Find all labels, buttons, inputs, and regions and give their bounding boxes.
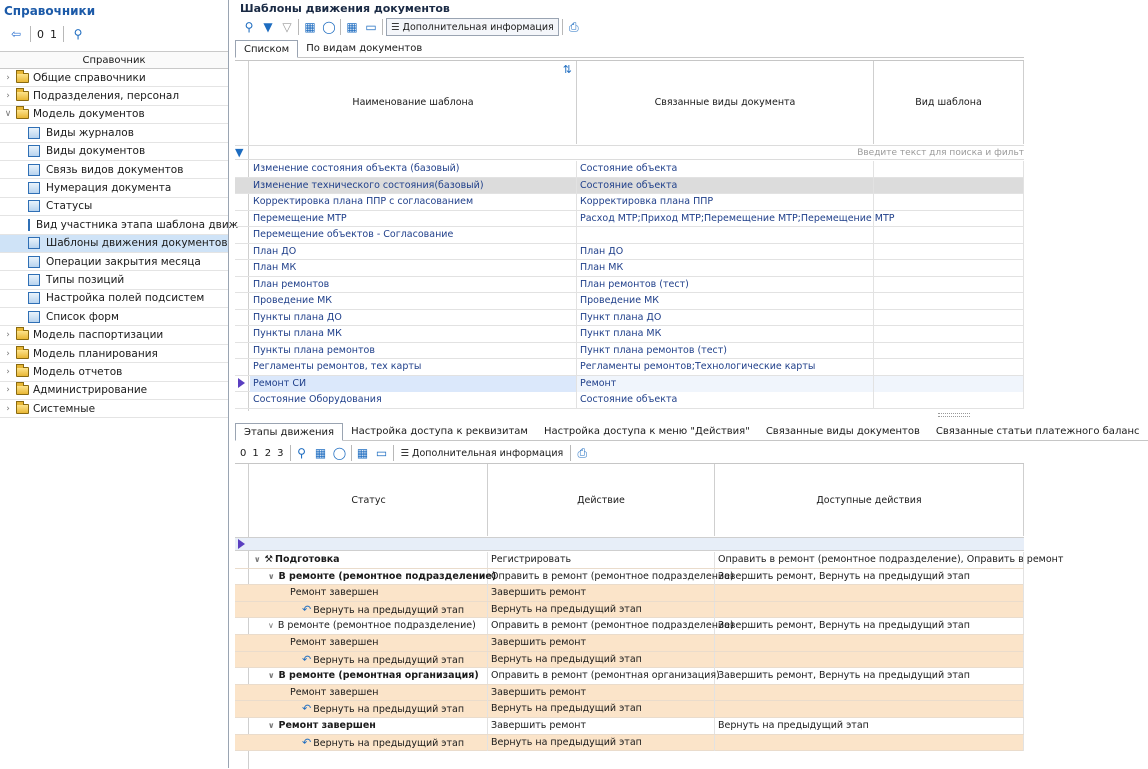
table-row[interactable] bbox=[235, 668, 1024, 685]
cell-status[interactable] bbox=[250, 585, 488, 601]
cell-status[interactable] bbox=[250, 735, 488, 751]
cell-action[interactable]: Оправить в ремонт (ремонтное подразделение) bbox=[488, 569, 715, 585]
document-icon bbox=[28, 311, 40, 323]
cell-template-name[interactable]: План ремонтов bbox=[250, 277, 577, 293]
tree-item[interactable] bbox=[0, 363, 228, 381]
folder-icon bbox=[16, 367, 29, 377]
cell-status-label: Вернуть на предыдущий этап bbox=[313, 737, 465, 749]
filter-placeholder: Введите текст для поиска и фильт bbox=[857, 148, 1024, 158]
chevron-down-icon[interactable]: ∨ bbox=[268, 621, 274, 631]
cell-status[interactable] bbox=[250, 668, 488, 684]
tree-item[interactable] bbox=[0, 382, 228, 400]
cell-status-label: Вернуть на предыдущий этап bbox=[313, 654, 465, 666]
cell-linked-docs[interactable]: Пункт плана ремонтов (тест) bbox=[577, 343, 874, 359]
cell-template-name[interactable]: Пункты плана МК bbox=[250, 326, 577, 342]
additional-info-button[interactable] bbox=[386, 18, 559, 36]
current-row-arrow-icon bbox=[238, 539, 245, 549]
undo-arrow-icon: ↶ bbox=[302, 652, 312, 666]
tree-item-label: Вид участника этапа шаблона движ bbox=[36, 218, 239, 231]
cell-status[interactable] bbox=[250, 618, 488, 634]
tree-item[interactable] bbox=[0, 161, 228, 179]
cell-linked-docs[interactable]: Пункт плана МК bbox=[577, 326, 874, 342]
document-icon bbox=[28, 200, 40, 212]
tree-item-label: Общие справочники bbox=[33, 71, 146, 84]
cell-linked-docs[interactable]: Состояние объекта bbox=[577, 161, 874, 177]
toolbar-separator bbox=[393, 445, 394, 461]
cell-status[interactable] bbox=[250, 552, 488, 568]
cell-action[interactable]: Завершить ремонт bbox=[488, 635, 715, 651]
menu-lines-icon: ☰ bbox=[400, 447, 410, 459]
toolbar-separator bbox=[562, 19, 563, 35]
tree-item[interactable] bbox=[0, 106, 228, 124]
cell-action[interactable]: Вернуть на предыдущий этап bbox=[488, 652, 715, 668]
additional-info-label: Дополнительная информация bbox=[402, 21, 554, 33]
print-icon[interactable]: ⎙ bbox=[577, 445, 588, 460]
table-row[interactable] bbox=[235, 161, 1024, 178]
back-arrow-icon[interactable]: ⇦ bbox=[10, 27, 22, 41]
table-row[interactable] bbox=[235, 227, 1024, 244]
table-row[interactable] bbox=[235, 178, 1024, 195]
tab[interactable]: Настройка доступа к меню "Действия" bbox=[536, 423, 758, 441]
undo-arrow-icon: ↶ bbox=[302, 602, 312, 616]
cell-status-label: В ремонте (ремонтное подразделение) bbox=[277, 620, 476, 632]
cell-template-kind[interactable] bbox=[874, 392, 1024, 408]
cell-template-name[interactable]: Изменение состояния объекта (базовый) bbox=[250, 161, 577, 177]
document-icon bbox=[28, 256, 40, 268]
toolbar-separator bbox=[340, 19, 341, 35]
tree-item-label: Модель отчетов bbox=[33, 365, 123, 378]
tree-item[interactable] bbox=[0, 143, 228, 161]
detail-toolbar bbox=[240, 444, 590, 462]
cell-linked-docs[interactable] bbox=[577, 227, 874, 243]
cell-template-kind[interactable] bbox=[874, 178, 1024, 194]
column-header-label: Вид шаблона bbox=[915, 97, 982, 108]
cell-template-name[interactable]: План ДО bbox=[250, 244, 577, 260]
chevron-down-icon[interactable]: ∨ bbox=[254, 555, 261, 564]
cell-template-name[interactable]: Перемещение объектов - Согласование bbox=[250, 227, 577, 243]
document-icon bbox=[28, 237, 40, 249]
cell-template-kind[interactable] bbox=[874, 359, 1024, 375]
document-icon bbox=[28, 182, 40, 194]
cell-linked-docs[interactable]: Корректировка плана ППР bbox=[577, 194, 874, 210]
cell-template-kind[interactable] bbox=[874, 277, 1024, 293]
table-row[interactable] bbox=[235, 718, 1024, 735]
tree-item-label: Статусы bbox=[46, 200, 93, 213]
table-row[interactable] bbox=[235, 326, 1024, 343]
delete-icon[interactable]: ▭ bbox=[365, 20, 377, 34]
cell-available-actions[interactable]: Вернуть на предыдущий этап bbox=[715, 718, 1024, 734]
templates-rows bbox=[235, 161, 1024, 409]
tree-item-label: Типы позиций bbox=[46, 273, 125, 286]
chevron-down-icon[interactable]: ∨ bbox=[268, 671, 275, 681]
chevron-down-icon[interactable]: ∨ bbox=[4, 109, 12, 120]
toolbar-separator bbox=[63, 26, 64, 42]
cell-status-label: Ремонт завершен bbox=[290, 686, 379, 698]
directories-panel bbox=[0, 0, 239, 768]
chevron-right-icon[interactable]: › bbox=[6, 403, 10, 414]
cell-template-kind[interactable] bbox=[874, 260, 1024, 276]
cell-template-kind[interactable] bbox=[874, 293, 1024, 309]
grid-settings-icon[interactable]: ▦ bbox=[304, 20, 316, 34]
level-0-button[interactable]: 0 bbox=[37, 27, 44, 41]
cell-status-label: Вернуть на предыдущий этап bbox=[313, 704, 465, 716]
cell-status[interactable] bbox=[250, 701, 488, 717]
cell-template-kind[interactable] bbox=[874, 227, 1024, 243]
chevron-right-icon[interactable]: › bbox=[6, 91, 10, 102]
cell-template-name[interactable]: Ремонт СИ bbox=[250, 376, 577, 392]
cell-linked-docs[interactable]: План ремонтов (тест) bbox=[577, 277, 874, 293]
cell-template-kind[interactable] bbox=[874, 310, 1024, 326]
page-title: Шаблоны движения документов bbox=[240, 2, 450, 15]
chevron-right-icon[interactable]: › bbox=[6, 72, 10, 83]
cell-template-kind[interactable] bbox=[874, 194, 1024, 210]
folder-icon bbox=[16, 330, 29, 340]
column-header-label: Доступные действия bbox=[816, 494, 922, 506]
tree-item[interactable] bbox=[0, 179, 228, 197]
level-2-button[interactable]: 2 bbox=[264, 447, 272, 459]
cell-status[interactable] bbox=[250, 652, 488, 668]
tree-item[interactable] bbox=[0, 69, 228, 87]
toolbar-separator bbox=[30, 26, 31, 42]
tree-item-label: Системные bbox=[33, 402, 96, 415]
stages-grid bbox=[235, 463, 1064, 768]
level-1-button[interactable]: 1 bbox=[252, 447, 259, 459]
cell-status-label: Вернуть на предыдущий этап bbox=[313, 604, 465, 616]
tree-item[interactable] bbox=[0, 345, 228, 363]
cell-template-kind[interactable] bbox=[874, 343, 1024, 359]
delete-icon[interactable]: ▭ bbox=[375, 446, 388, 460]
level-3-button[interactable]: 3 bbox=[277, 447, 284, 459]
cell-template-name[interactable]: Пункты плана ремонтов bbox=[250, 343, 577, 359]
cell-available-actions[interactable]: Завершить ремонт, Вернуть на предыдущий этап bbox=[715, 668, 1024, 684]
table-row[interactable] bbox=[235, 569, 1024, 586]
toolbar-separator bbox=[351, 445, 352, 461]
templates-grid bbox=[235, 60, 1024, 410]
cell-available-actions[interactable] bbox=[715, 701, 1024, 717]
cell-available-actions[interactable] bbox=[715, 602, 1024, 618]
cell-available-actions[interactable]: Оправить в ремонт (ремонтное подразделение), Оправить в ремонт bbox=[715, 552, 1024, 568]
folder-icon bbox=[16, 109, 29, 119]
cell-linked-docs[interactable]: План ДО bbox=[577, 244, 874, 260]
cell-available-actions[interactable]: Завершить ремонт, Вернуть на предыдущий этап bbox=[715, 569, 1024, 585]
undo-arrow-icon: ↶ bbox=[302, 702, 312, 716]
tree-item[interactable] bbox=[0, 87, 228, 105]
table-row[interactable] bbox=[235, 211, 1024, 228]
cell-action[interactable]: Завершить ремонт bbox=[488, 718, 715, 734]
column-header-label: Действие bbox=[577, 494, 625, 506]
cell-template-name[interactable]: Перемещение МТР bbox=[250, 211, 577, 227]
undo-arrow-icon: ↶ bbox=[302, 735, 312, 749]
column-header-available[interactable] bbox=[715, 464, 1024, 536]
cell-template-name[interactable]: Состояние Оборудования bbox=[250, 392, 577, 408]
tree-item[interactable] bbox=[0, 198, 228, 216]
view-tabs bbox=[235, 40, 1024, 58]
table-row[interactable] bbox=[235, 310, 1024, 327]
cell-status-label: В ремонте (ремонтное подразделение) bbox=[278, 570, 497, 582]
main-toolbar bbox=[241, 17, 582, 37]
tree-item-label: Модель документов bbox=[33, 108, 145, 121]
cell-status-label: Подготовка bbox=[275, 554, 340, 565]
search-icon[interactable]: ⚲ bbox=[244, 20, 254, 34]
table-row[interactable] bbox=[235, 652, 1024, 669]
level-0-button[interactable]: 0 bbox=[240, 447, 247, 459]
filter-icon[interactable]: ▼ bbox=[263, 20, 273, 34]
clear-filter-icon[interactable]: ▽ bbox=[282, 20, 292, 34]
cell-status-label: Ремонт завершен bbox=[290, 587, 379, 599]
table-row[interactable] bbox=[235, 376, 1024, 393]
print-icon[interactable]: ⎙ bbox=[568, 19, 579, 34]
tab[interactable]: Связанные статьи платежного баланс bbox=[928, 423, 1148, 441]
cell-available-actions[interactable] bbox=[715, 735, 1024, 751]
cell-action[interactable]: Оправить в ремонт (ремонтная организация) bbox=[488, 668, 715, 684]
sort-icon[interactable]: ⇅ bbox=[562, 63, 572, 76]
cell-status[interactable] bbox=[250, 602, 488, 618]
table-row[interactable] bbox=[235, 735, 1024, 752]
tree-item[interactable] bbox=[0, 308, 228, 326]
column-header-docs[interactable] bbox=[577, 61, 874, 144]
grid-settings-icon[interactable]: ▦ bbox=[314, 446, 327, 460]
tree-item-label: Операции закрытия месяца bbox=[46, 255, 201, 268]
cell-template-name[interactable]: Проведение МК bbox=[250, 293, 577, 309]
tree-item-label: Нумерация документа bbox=[46, 182, 172, 195]
cell-template-name[interactable]: План МК bbox=[250, 260, 577, 276]
cell-available-actions[interactable]: Завершить ремонт, Вернуть на предыдущий этап bbox=[715, 618, 1024, 634]
cell-action[interactable]: Завершить ремонт bbox=[488, 585, 715, 601]
table-row[interactable] bbox=[235, 552, 1064, 569]
column-header-name[interactable] bbox=[250, 61, 577, 144]
cell-available-actions[interactable] bbox=[715, 635, 1024, 651]
folder-icon bbox=[16, 73, 29, 83]
folder-icon bbox=[16, 385, 29, 395]
cell-available-actions[interactable] bbox=[715, 585, 1024, 601]
cell-status[interactable] bbox=[250, 569, 497, 585]
table-row[interactable] bbox=[235, 244, 1024, 261]
filter-row[interactable] bbox=[235, 145, 1024, 160]
tab[interactable]: Этапы движения bbox=[235, 423, 343, 441]
cell-status-label: Ремонт завершен bbox=[290, 636, 379, 648]
info-circle-icon[interactable]: ◯ bbox=[322, 20, 336, 34]
cell-status-label: В ремонте (ремонтная организация) bbox=[278, 670, 479, 682]
chevron-right-icon[interactable]: › bbox=[6, 385, 10, 396]
table-row[interactable] bbox=[235, 685, 1024, 702]
tree-item-label: Администрирование bbox=[33, 384, 148, 397]
tree-item-label: Настройка полей подсистем bbox=[46, 292, 205, 305]
cell-available-actions[interactable] bbox=[715, 685, 1024, 701]
table-row[interactable] bbox=[235, 359, 1024, 376]
detail-tabs bbox=[235, 423, 1140, 441]
filter-icon[interactable]: ▼ bbox=[235, 146, 244, 159]
table-row[interactable] bbox=[235, 260, 1024, 277]
cell-template-name[interactable]: Регламенты ремонтов, тех карты bbox=[250, 359, 577, 375]
tree-item[interactable] bbox=[0, 400, 228, 418]
cell-action[interactable]: Оправить в ремонт (ремонтное подразделение) bbox=[488, 618, 715, 634]
search-icon[interactable]: ⚲ bbox=[73, 27, 83, 41]
tab[interactable]: По видам документов bbox=[298, 40, 430, 58]
column-header-action[interactable] bbox=[488, 464, 715, 536]
toolbar-separator bbox=[298, 19, 299, 35]
document-icon bbox=[28, 164, 40, 176]
document-icon bbox=[28, 274, 40, 286]
chevron-down-icon[interactable]: ∨ bbox=[268, 571, 275, 581]
document-icon bbox=[28, 219, 30, 231]
cell-template-name[interactable]: Корректировка плана ППР с согласованием bbox=[250, 194, 577, 210]
table-row[interactable] bbox=[235, 635, 1024, 652]
cell-template-kind[interactable] bbox=[874, 211, 1024, 227]
column-header-status[interactable] bbox=[250, 464, 488, 536]
table-row[interactable] bbox=[235, 392, 1024, 409]
chevron-right-icon[interactable]: › bbox=[6, 330, 10, 341]
folder-icon bbox=[16, 349, 29, 359]
table-row[interactable] bbox=[235, 194, 1024, 211]
cell-template-name[interactable]: Пункты плана ДО bbox=[250, 310, 577, 326]
search-icon[interactable]: ⚲ bbox=[297, 446, 306, 460]
current-row-arrow-icon bbox=[238, 378, 245, 388]
table-row[interactable] bbox=[235, 293, 1024, 310]
document-icon bbox=[28, 292, 40, 304]
table-row[interactable] bbox=[235, 602, 1024, 619]
tools-icon: ⚒ bbox=[264, 554, 274, 565]
new-row-line[interactable] bbox=[235, 537, 1024, 551]
chevron-right-icon[interactable]: › bbox=[6, 366, 10, 377]
info-circle-icon[interactable]: ◯ bbox=[332, 446, 347, 460]
export-icon[interactable]: ▦ bbox=[356, 446, 369, 460]
cell-template-kind[interactable] bbox=[874, 376, 1024, 392]
cell-status[interactable] bbox=[250, 685, 488, 701]
cell-status[interactable] bbox=[250, 635, 488, 651]
cell-linked-docs[interactable]: Состояние объекта bbox=[577, 392, 874, 408]
tree-item-label: Список форм bbox=[46, 310, 119, 323]
cell-action[interactable]: Завершить ремонт bbox=[488, 685, 715, 701]
tree-item[interactable] bbox=[0, 253, 228, 271]
tree-item[interactable] bbox=[0, 290, 228, 308]
chevron-right-icon[interactable]: › bbox=[6, 348, 10, 359]
tab[interactable]: Настройка доступа к реквизитам bbox=[343, 423, 536, 441]
cell-linked-docs[interactable]: Пункт плана ДО bbox=[577, 310, 874, 326]
stages-rows bbox=[235, 552, 1064, 751]
cell-status[interactable] bbox=[250, 718, 488, 734]
table-row[interactable] bbox=[235, 343, 1024, 360]
sidebar-toolbar bbox=[8, 25, 86, 43]
toolbar-separator bbox=[382, 19, 383, 35]
table-row[interactable] bbox=[235, 277, 1024, 294]
tree-item[interactable] bbox=[0, 124, 228, 142]
cell-action[interactable]: Регистрировать bbox=[488, 552, 715, 568]
cell-action[interactable]: Вернуть на предыдущий этап bbox=[488, 701, 715, 717]
tree-item-label: Связь видов документов bbox=[46, 163, 184, 176]
cell-linked-docs[interactable]: Ремонт bbox=[577, 376, 874, 392]
cell-available-actions[interactable] bbox=[715, 652, 1024, 668]
tree-item[interactable] bbox=[0, 326, 228, 344]
cell-linked-docs[interactable]: Расход МТР;Приход МТР;Перемещение МТР;Перемещение МТР bbox=[577, 211, 874, 227]
tree-item-label: Виды документов bbox=[46, 145, 146, 158]
cell-linked-docs[interactable]: Регламенты ремонтов;Технологические карты bbox=[577, 359, 874, 375]
tab[interactable]: Связанные виды документов bbox=[758, 423, 928, 441]
cell-linked-docs[interactable]: Проведение МК bbox=[577, 293, 874, 309]
column-header-label: Связанные виды документа bbox=[654, 97, 796, 108]
directory-tree bbox=[0, 69, 239, 418]
main-panel bbox=[231, 0, 1140, 768]
cell-template-kind[interactable] bbox=[874, 244, 1024, 260]
tree-item-label: Виды журналов bbox=[46, 126, 134, 139]
tab[interactable]: Списком bbox=[235, 40, 298, 58]
table-row[interactable] bbox=[235, 618, 1024, 635]
table-row[interactable] bbox=[235, 701, 1024, 718]
chevron-down-icon[interactable]: ∨ bbox=[268, 720, 275, 730]
cell-linked-docs[interactable]: Состояние объекта bbox=[577, 178, 874, 194]
tree-item-label: Подразделения, персонал bbox=[33, 90, 180, 103]
table-row[interactable] bbox=[235, 585, 1024, 602]
additional-info-label: Дополнительная информация bbox=[412, 447, 564, 459]
document-icon bbox=[28, 127, 40, 139]
cell-action[interactable]: Вернуть на предыдущий этап bbox=[488, 602, 715, 618]
cell-action[interactable]: Вернуть на предыдущий этап bbox=[488, 735, 715, 751]
additional-info-button[interactable] bbox=[397, 444, 568, 462]
cell-template-kind[interactable] bbox=[874, 161, 1024, 177]
level-1-button[interactable]: 1 bbox=[50, 27, 57, 41]
cell-template-kind[interactable] bbox=[874, 326, 1024, 342]
tree-item-label: Шаблоны движения документов bbox=[46, 237, 228, 250]
folder-icon bbox=[16, 91, 29, 101]
export-icon[interactable]: ▦ bbox=[346, 20, 358, 34]
tree-item[interactable] bbox=[0, 235, 228, 253]
column-header-label: Статус bbox=[351, 494, 386, 506]
cell-linked-docs[interactable]: План МК bbox=[577, 260, 874, 276]
document-icon bbox=[28, 145, 40, 157]
tree-item[interactable] bbox=[0, 216, 239, 234]
tree-item-label: Модель планирования bbox=[33, 347, 158, 360]
toolbar-separator bbox=[290, 445, 291, 461]
splitter-handle[interactable] bbox=[938, 413, 970, 417]
folder-icon bbox=[16, 404, 29, 414]
tree-item-label: Модель паспортизации bbox=[33, 329, 164, 342]
menu-lines-icon: ☰ bbox=[391, 21, 400, 33]
panel-title: Справочники bbox=[4, 4, 96, 18]
toolbar-separator bbox=[570, 445, 571, 461]
cell-template-name[interactable]: Изменение технического состояния(базовый) bbox=[250, 178, 577, 194]
tree-column-header: Справочник bbox=[0, 51, 228, 69]
column-header-label: Наименование шаблона bbox=[352, 97, 474, 108]
tree-item[interactable] bbox=[0, 271, 228, 289]
column-header-kind[interactable] bbox=[874, 61, 1024, 144]
cell-status-label: Ремонт завершен bbox=[278, 719, 376, 731]
